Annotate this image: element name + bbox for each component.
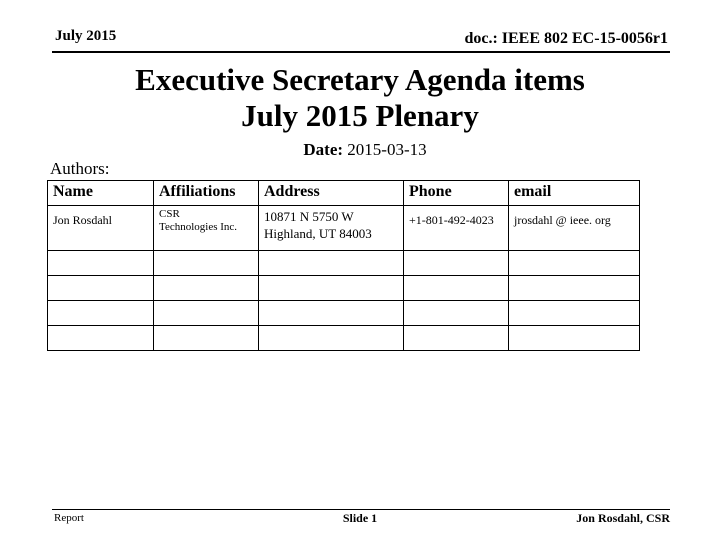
authors-header-row	[48, 181, 640, 206]
cell-address	[259, 206, 404, 251]
affiliation-line1: CSR	[159, 208, 180, 220]
header-divider	[52, 51, 670, 53]
col-header-affiliations: Affiliations	[154, 181, 259, 206]
footer-author: Jon Rosdahl, CSR	[576, 511, 670, 525]
footer-report: Report	[54, 512, 84, 524]
table-row	[48, 206, 640, 251]
address-line1: 10871 N 5750 W	[264, 209, 354, 224]
date-label: Date:	[303, 140, 344, 159]
footer-divider	[52, 509, 670, 510]
cell-email: jrosdahl @ ieee. org	[509, 206, 640, 251]
slide-title	[0, 62, 720, 134]
col-header-address: Address	[259, 181, 404, 206]
affiliation-line2: Technologies Inc.	[159, 221, 238, 233]
col-header-email: email	[509, 181, 640, 206]
table-row-empty	[48, 251, 640, 276]
footer-slide-number: Slide 1	[342, 511, 378, 525]
authors-label: Authors:	[50, 159, 110, 178]
col-header-phone: Phone	[404, 181, 509, 206]
header-date: July 2015	[55, 28, 117, 44]
table-row-empty	[48, 301, 640, 326]
date-line	[0, 140, 720, 160]
header-doc-id: doc.: IEEE 802 EC-15-0056r1	[464, 30, 668, 47]
cell-name: Jon Rosdahl	[48, 206, 154, 251]
date-value: 2015-03-13	[347, 140, 427, 159]
col-header-name: Name	[48, 181, 154, 206]
cell-affiliation	[154, 206, 259, 251]
table-row-empty	[48, 326, 640, 351]
address-line2: Highland, UT 84003	[264, 226, 372, 241]
cell-phone: +1-801-492-4023	[404, 206, 509, 251]
table-row-empty	[48, 276, 640, 301]
slide-title-line1: Executive Secretary Agenda items	[135, 62, 585, 97]
authors-table	[47, 180, 640, 351]
slide-title-line2: July 2015 Plenary	[241, 98, 479, 133]
